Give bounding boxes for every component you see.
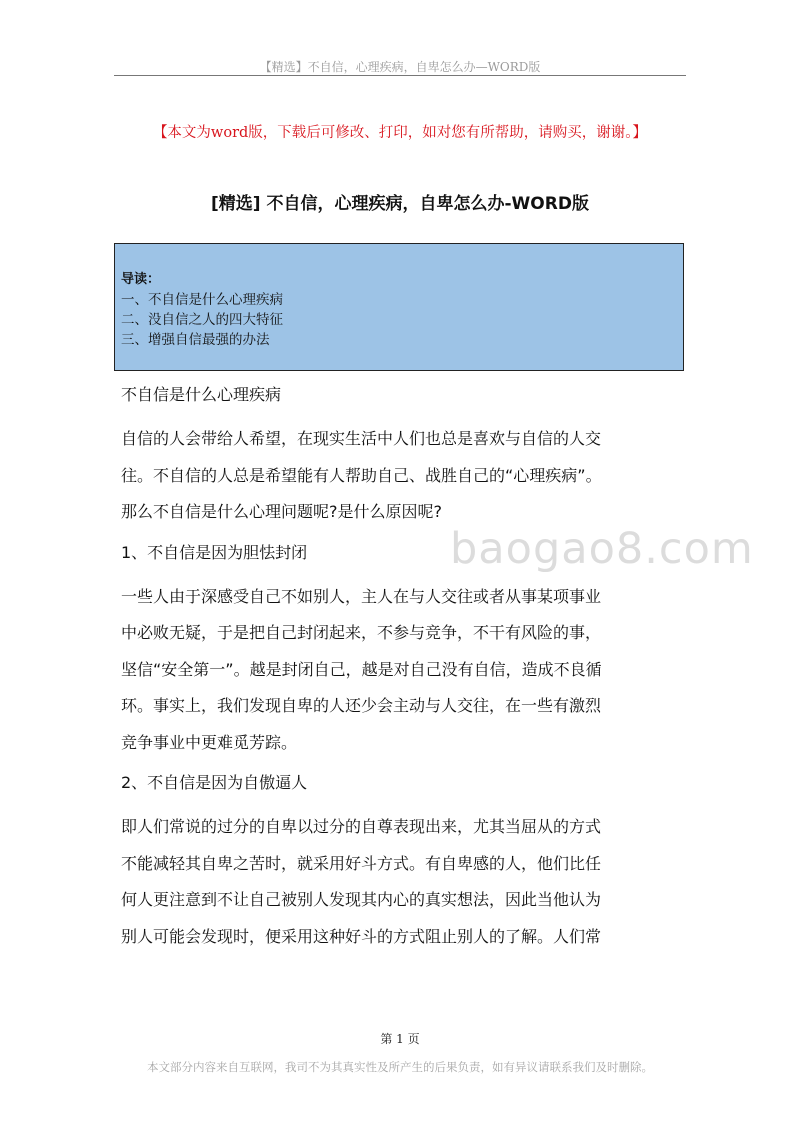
text-line: 不能减轻其自卑之苦时，就采用好斗方式。有自卑感的人，他们比任 <box>121 853 602 873</box>
text-line: 竞争事业中更难觅芳踪。 <box>121 732 298 752</box>
article-body <box>121 380 689 962</box>
intro-paragraph <box>121 421 689 531</box>
section-title: 不自信是什么心理疾病 <box>121 385 282 404</box>
document-title: [精选] 不自信，心理疾病，自卑怎么办-WORD版 <box>211 194 589 214</box>
guide-box <box>114 243 684 371</box>
guide-item: 三、增强自信最强的办法 <box>121 332 270 348</box>
page-number: 第 1 页 <box>380 1032 420 1046</box>
guide-label: 导读： <box>121 272 161 287</box>
paragraph-2 <box>121 809 689 955</box>
text-line: 环。事实上，我们发现自卑的人还少会主动与人交往，在一些有激烈 <box>121 696 602 715</box>
text-line: 即人们常说的过分的自卑以过分的自尊表现出来，尤其当屈从的方式 <box>121 817 602 836</box>
text-line: 坚信“安全第一”。越是封闭自己，越是对自己没有自信，造成不良循 <box>121 659 602 679</box>
word-version-notice: 【本文为word版，下载后可修改、打印，如对您有所帮助，请购买，谢谢。】 <box>152 125 648 141</box>
subheading-2: 2、不自信是因为自傲逼人 <box>121 773 308 792</box>
text-line: 何人更注意到不让自己被别人发现其内心的真实想法，因此当他认为 <box>121 890 602 909</box>
text-line: 一些人由于深感受自己不如别人，主人在与人交往或者从事某项事业 <box>121 586 602 606</box>
site-watermark: baogao8.com <box>450 524 754 574</box>
text-line: 那么不自信是什么心理问题呢?是什么原因呢? <box>121 502 442 521</box>
text-line: 中必败无疑，于是把自己封闭起来，不参与竞争，不干有风险的事， <box>121 623 602 642</box>
guide-item: 一、不自信是什么心理疾病 <box>121 292 283 308</box>
text-line: 往。不自信的人总是希望能有人帮助自己、战胜自己的“心理疾病”。 <box>121 465 602 485</box>
paragraph-1 <box>121 579 689 762</box>
subheading-1: 1、不自信是因为胆怯封闭 <box>121 542 308 562</box>
footer-disclaimer: 本文部分内容来自互联网，我司不为其真实性及所产生的后果负责，如有异议请联系我们及时删除。 <box>147 1060 653 1074</box>
text-line: 自信的人会带给人希望，在现实生活中人们也总是喜欢与自信的人交 <box>121 429 602 448</box>
guide-item: 二、没自信之人的四大特征 <box>121 312 283 328</box>
header-divider <box>114 75 686 76</box>
text-line: 别人可能会发现时，便采用这种好斗的方式阻止别人的了解。人们常 <box>121 926 602 946</box>
running-header: 【精选】不自信，心理疾病，自卑怎么办—WORD版 <box>259 60 541 74</box>
